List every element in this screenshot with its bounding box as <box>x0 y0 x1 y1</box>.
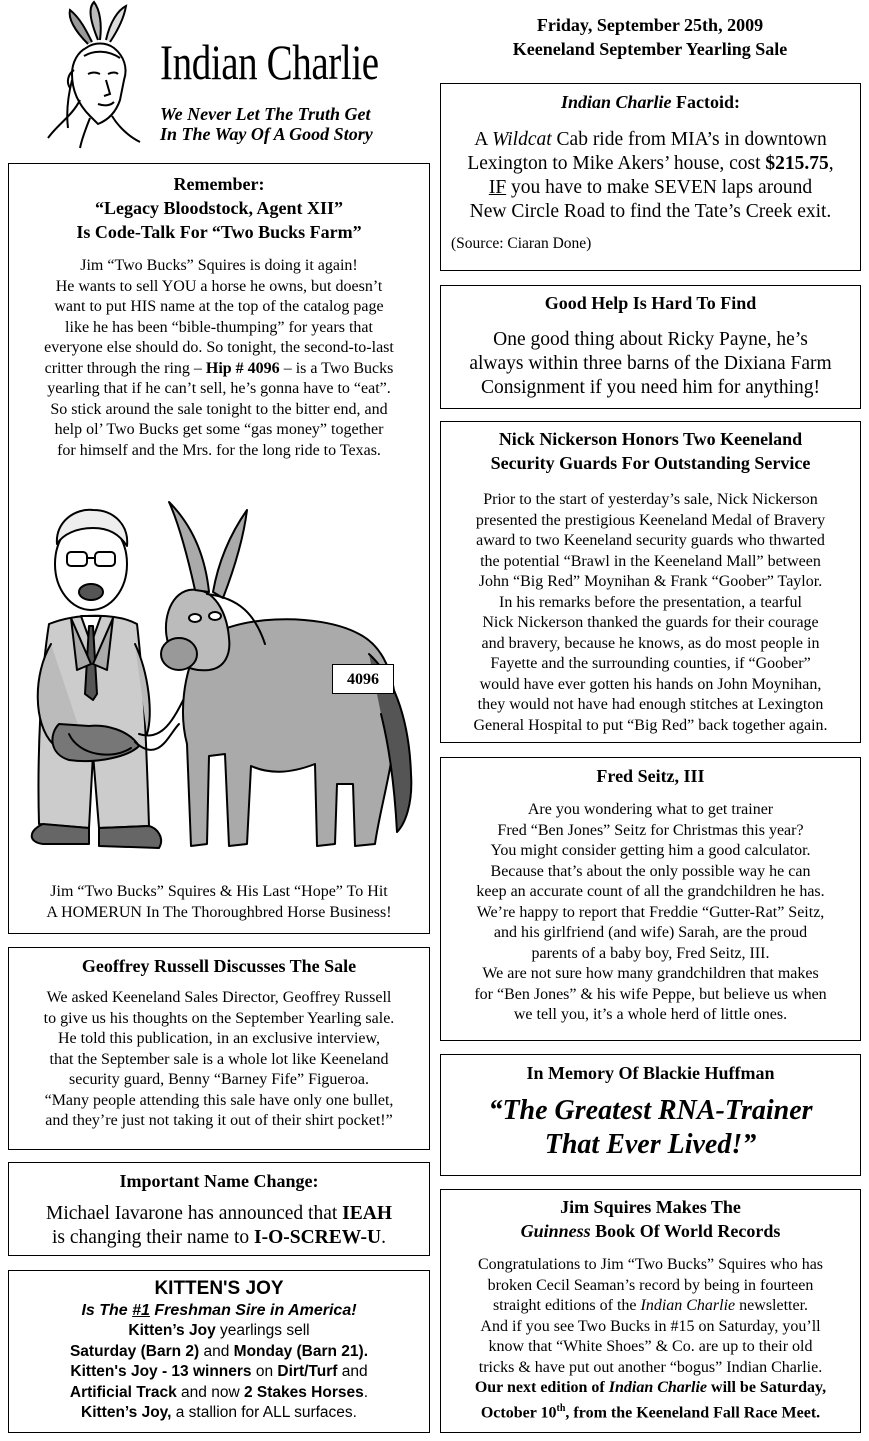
ad-body: Kitten’s Joy yearlings sell Saturday (Barn 2) and Monday (Barn 21). Kitten's Joy - 13 winners on Dirt/Turf and Artificial Track and now 2 Stakes Horses. Kitten’s Joy, a stallion for ALL surfaces. <box>69 1322 369 1421</box>
fred-seitz-article <box>440 757 861 1041</box>
masthead-title: Indian Charlie <box>160 34 379 90</box>
article-title: Nick Nickerson Honors Two Keeneland Security Guards For Outstanding Service <box>490 429 811 473</box>
memory-article <box>440 1054 861 1176</box>
article-title: Jim Squires Makes The Guinness Book Of World Records <box>520 1197 781 1241</box>
dateline <box>440 13 860 61</box>
guinness-article <box>440 1189 861 1433</box>
masthead-slogan: We Never Let The Truth Get In The Way Of A Good Story <box>160 104 373 144</box>
ad-title: KITTEN'S JOY <box>154 1278 284 1299</box>
article-body: Are you wondering what to get trainer Fred “Ben Jones” Seitz for Christmas this year? You might consider getting him a good calculator. Because that’s about the only possible way he can keep an accurate count of all the grandchildren he has. We’re happy to report that Freddie “Gutter-Rat” Seitz, and his girlfriend (and wife) Sarah, are the proud parents of a baby boy, Fred Seitz, III. We are not sure how many grandchildren that makes for “Ben Jones” & his wife Peppe, but believe us when we tell you, it’s a whole herd of little ones. <box>474 801 827 1023</box>
indian-chief-logo-icon <box>28 0 164 150</box>
article-body: Jim “Two Bucks” Squires is doing it again! He wants to sell YOU a horse he owns, but doesn’t want to put HIS name at the top of the catalog page like he has been “bible-thumping” for years that everyone else should do. So tonight, the second-to-last critter through the ring – Hip # 4096 – is a Two Bucks yearling that if he can’t sell, he’s gonna have to “eat”. So stick around the sale tonight to the bitter end, and help ol’ Two Bucks get some “gas money” together for himself and the Mrs. for the long ride to Texas. <box>44 257 394 459</box>
nickerson-article <box>440 421 861 743</box>
good-help-article <box>440 285 861 409</box>
article-body: Prior to the start of yesterday’s sale, Nick Nickerson presented the prestigious Keeneland Medal of Bravery award to two Keeneland security guards who thwarted the potential “Brawl in the Keeneland Mall” between John “Big Red” Moynihan & Frank “Goober” Taylor. In his remarks before the presentation, a tearful Nick Nickerson thanked the guards for their courage and bravery, because he knows, as do most people in Fayette and the surrounding counties, if “Goober” would have ever gotten his hands on John Moynihan, they would not have had enough stitches at Lexington General Hospital to put “Big Red” back together again. <box>473 491 828 734</box>
name-change-article <box>8 1162 430 1256</box>
article-body: One good thing about Ricky Payne, he’s always within three barns of the Dixiana Farm Consignment if you need him for anything! <box>469 329 832 398</box>
ad-subtitle: Is The #1 Freshman Sire in America! <box>81 1302 357 1319</box>
article-title: Good Help Is Hard To Find <box>544 293 757 313</box>
memorial-quote: “The Greatest RNA-Trainer That Ever Lived!” <box>488 1095 813 1160</box>
factoid-article <box>440 83 861 271</box>
article-title: Geoffrey Russell Discusses The Sale <box>81 956 357 976</box>
factoid-source: (Source: Ciaran Done) <box>451 235 592 252</box>
article-title: Indian Charlie Factoid: <box>560 92 741 112</box>
kittens-joy-advertisement <box>8 1270 430 1433</box>
article-body: Michael Iavarone has announced that IEAH is changing their name to I-O-SCREW-U. <box>45 1203 393 1248</box>
geoffrey-russell-article <box>8 947 430 1150</box>
issue-date: Friday, September 25th, 2009 <box>536 15 764 35</box>
article-title: Remember: “Legacy Bloodstock, Agent XII” Is Code-Talk For “Two Bucks Farm” <box>76 174 362 242</box>
hip-number-tag: 4096 <box>332 664 394 694</box>
article-title: In Memory Of Blackie Huffman <box>526 1063 775 1083</box>
article-body: Congratulations to Jim “Two Bucks” Squires who has broken Cecil Seaman’s record by being in fourteen straight editions of the Indian Charlie newsletter. And if you see Two Bucks in #15 on Saturday, you’ll know that “White Shoes” & Co. are up to their old tricks & have put out another “bogus” Indian Charlie. Our next edition of Indian Charlie will be Saturday, October 10th, from the Keeneland Fall Race Meet. <box>474 1256 827 1421</box>
article-title: Important Name Change: <box>119 1171 319 1191</box>
legacy-bloodstock-article <box>8 163 430 934</box>
sale-name: Keeneland September Yearling Sale <box>512 39 788 59</box>
article-title: Fred Seitz, III <box>596 766 705 786</box>
article-body: A Wildcat Cab ride from MIA’s in downtown Lexington to Mike Akers’ house, cost $215.75, IF you have to make SEVEN laps around New Circle Road to find the Tate’s Creek exit. <box>467 129 834 222</box>
cartoon-caption: Jim “Two Bucks” Squires & His Last “Hope” To Hit A HOMERUN In The Thoroughbred Horse Business! <box>46 883 392 921</box>
article-body: We asked Keeneland Sales Director, Geoffrey Russell to give us his thoughts on the September Yearling sale. He told this publication, in an exclusive interview, that the September sale is a whole lot like Keeneland security guard, Benny “Barney Fife” Figueroa. “Many people attending this sale have only one bullet, and they’re just not taking it out of their shirt pocket!” <box>43 989 395 1129</box>
